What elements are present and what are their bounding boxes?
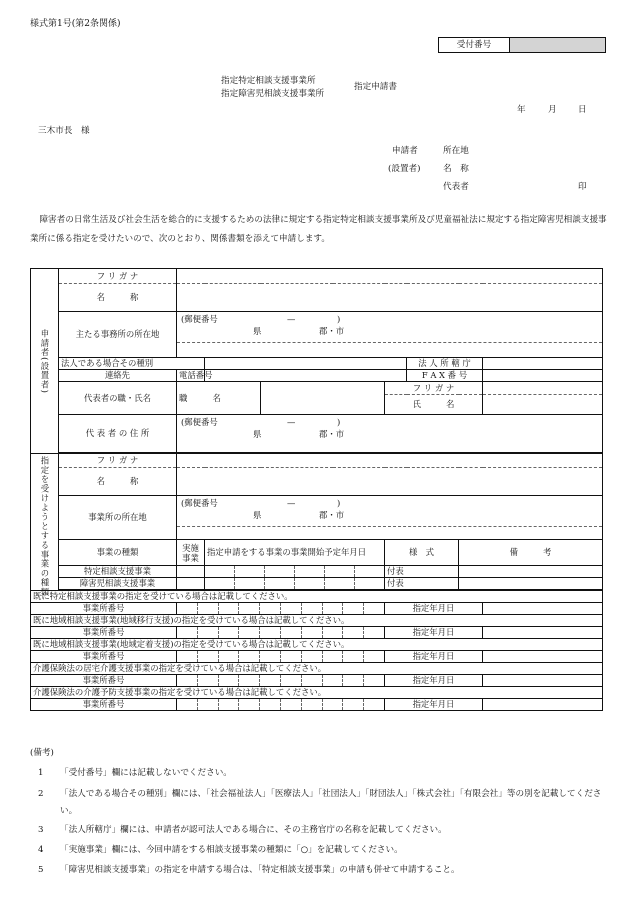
- designation-date-label: 指定年月日: [385, 699, 483, 711]
- office-number-label: 事業所番号: [31, 699, 177, 711]
- corp-type-field[interactable]: [205, 358, 407, 370]
- postal-close: ): [337, 498, 341, 508]
- business-name-field[interactable]: [177, 468, 603, 496]
- applicant-name-field[interactable]: [177, 284, 603, 312]
- postal-label: (郵便番号: [181, 417, 218, 427]
- applicant-label: 申請者: [392, 146, 418, 156]
- intro-paragraph: 障害者の日常生活及び社会生活を総合的に支援するための法律に規定する指定特定相談支援事業所及び児童福祉法に規定する指定障害児相談支援事業所に係る指定を受けたいので、次のとおり、関係書類を添えて申請します。: [30, 215, 607, 244]
- business-furigana-label: フ リ ガ ナ: [59, 454, 177, 468]
- designation-date-label: 指定年月日: [385, 651, 483, 663]
- corp-type-label: 法人である場合その種別: [59, 358, 205, 370]
- office-number-field[interactable]: [177, 675, 385, 687]
- business-type-header: 事業の種類: [59, 540, 177, 566]
- representative-label: 代表者: [443, 182, 469, 192]
- applicant-name-cell-label: 名 称: [59, 284, 177, 312]
- designation-date-field[interactable]: [483, 603, 603, 615]
- child-start-date-field[interactable]: [205, 578, 385, 590]
- rep-furigana-label: フ リ ガ ナ: [385, 382, 483, 395]
- note-item: 2 「法人である場合その種別」欄には、「社会福祉法人」「医療法人」「社団法人」「財団法人」「株式会社」「有限会社」等の別を記載してください。: [38, 789, 602, 816]
- banner-specified: 既に特定相談支援事業の指定を受けている場合は記載してください。: [31, 591, 603, 603]
- county-city-label: 郡・市: [319, 429, 345, 439]
- receipt-number-field[interactable]: [510, 38, 605, 52]
- office-number-field[interactable]: [177, 627, 385, 639]
- rep-name-label: 氏 名: [385, 395, 483, 415]
- contact-label: 連絡先: [59, 370, 177, 382]
- main-office-address-field[interactable]: [177, 312, 603, 358]
- designation-date-field[interactable]: [483, 651, 603, 663]
- designation-date-label: 指定年月日: [385, 627, 483, 639]
- remarks-header: 備 考: [459, 540, 603, 566]
- office-number-field[interactable]: [177, 699, 385, 711]
- designation-date-label: 指定年月日: [385, 675, 483, 687]
- note-item: 4 「実施事業」欄には、今回申請をする相談支援事業の種類に「○」を記載してください。: [38, 845, 403, 855]
- business-section-label: 指定を受けようとする事業の種類: [31, 454, 59, 591]
- title-line-2: 指定障害児相談支援事業所: [221, 89, 325, 99]
- applicant-furigana-label: フ リ ガ ナ: [59, 269, 177, 284]
- receipt-number-box: [438, 37, 606, 53]
- title-suffix: 指定申請書: [354, 82, 397, 92]
- note-item: 5 「障害児相談支援事業」の指定を申請する場合は、「特定相談支援事業」の申請も併せて申請すること。: [38, 865, 460, 875]
- business-name-label: 名 称: [59, 468, 177, 496]
- phone-field[interactable]: [205, 370, 407, 382]
- specified-format: 付表: [385, 566, 459, 578]
- office-number-field[interactable]: [177, 651, 385, 663]
- form-number: 様式第1号(第2条関係): [30, 19, 121, 29]
- fax-label: F A X 番 号: [407, 370, 483, 382]
- rep-name-field[interactable]: [483, 395, 603, 415]
- specified-implement-field[interactable]: [177, 566, 205, 578]
- format-header: 様 式: [385, 540, 459, 566]
- prefecture-label: 県: [253, 510, 262, 520]
- business-furigana-field[interactable]: [177, 454, 603, 468]
- postal-label: (郵便番号: [181, 498, 218, 508]
- start-date-header: 指定申請をする事業の事業開始予定年月日: [205, 540, 385, 566]
- office-number-label: 事業所番号: [31, 651, 177, 663]
- applicant-section-label: 申請者(設置者): [31, 269, 59, 454]
- office-number-label: 事業所番号: [31, 675, 177, 687]
- specified-business-label: 特定相談支援事業: [59, 566, 177, 578]
- phone-label: 電話番号: [177, 370, 205, 382]
- office-number-label: 事業所番号: [31, 627, 177, 639]
- position-label: 職 名: [177, 382, 261, 415]
- position-field[interactable]: [261, 382, 385, 415]
- applicant-furigana-field[interactable]: [177, 269, 603, 284]
- banner-transition: 既に地域相談支援事業(地域移行支援)の指定を受けている場合は記載してください。: [31, 615, 603, 627]
- seal-mark: 印: [578, 182, 587, 192]
- fax-field[interactable]: [483, 370, 603, 382]
- prefecture-label: 県: [253, 326, 262, 336]
- corp-authority-label: 法 人 所 轄 庁: [407, 358, 483, 370]
- office-number-field[interactable]: [177, 603, 385, 615]
- child-remarks-field[interactable]: [459, 578, 603, 590]
- postal-dash: —: [287, 498, 296, 508]
- applicant-location-label: 所在地: [443, 146, 469, 156]
- postal-label: (郵便番号: [181, 314, 218, 324]
- prefecture-label: 県: [253, 429, 262, 439]
- banner-settlement: 既に地域相談支援事業(地域定着支援)の指定を受けている場合は記載してください。: [31, 639, 603, 651]
- designation-date-label: 指定年月日: [385, 603, 483, 615]
- founder-label: (設置者): [388, 164, 421, 174]
- note-item: 3 「法人所轄庁」欄には、申請者が認可法人である場合に、その主務官庁の名称を記載してください。: [38, 825, 447, 835]
- postal-dash: —: [287, 314, 296, 324]
- banner-home-care: 介護保険法の居宅介護支援事業の指定を受けている場合は記載してください。: [31, 663, 603, 675]
- specified-start-date-field[interactable]: [205, 566, 385, 578]
- date-year: 年: [517, 105, 526, 115]
- designation-date-field[interactable]: [483, 627, 603, 639]
- implement-header: 実施事業: [177, 540, 205, 566]
- rep-furigana-field[interactable]: [483, 382, 603, 395]
- main-office-address-label: 主たる事務所の所在地: [59, 312, 177, 358]
- application-form-table: [30, 268, 603, 711]
- office-address-field[interactable]: [177, 496, 603, 540]
- banner-prevention: 介護保険法の介護予防支援事業の指定を受けている場合は記載してください。: [31, 687, 603, 699]
- rep-title-name-label: 代表者の職・氏名: [59, 382, 177, 415]
- postal-close: ): [337, 314, 341, 324]
- date-day: 日: [578, 105, 587, 115]
- receipt-number-label: 受付番号: [439, 38, 510, 52]
- designation-date-field[interactable]: [483, 699, 603, 711]
- rep-address-label: 代 表 者 の 住 所: [59, 415, 177, 453]
- county-city-label: 郡・市: [319, 510, 345, 520]
- child-business-label: 障害児相談支援事業: [59, 578, 177, 590]
- office-number-label: 事業所番号: [31, 603, 177, 615]
- applicant-name-label: 名 称: [443, 164, 469, 174]
- specified-remarks-field[interactable]: [459, 566, 603, 578]
- county-city-label: 郡・市: [319, 326, 345, 336]
- addressee: 三木市長 様: [38, 126, 90, 136]
- postal-close: ): [337, 417, 341, 427]
- office-address-label: 事業所の所在地: [59, 496, 177, 540]
- title-line-1: 指定特定相談支援事業所: [221, 76, 316, 86]
- date-month: 月: [548, 105, 557, 115]
- notes-heading: (備考): [30, 748, 54, 758]
- corp-authority-field[interactable]: [483, 358, 603, 370]
- note-item: 1 「受付番号」欄には記載しないでください。: [38, 768, 232, 778]
- rep-address-field[interactable]: [177, 415, 603, 453]
- postal-dash: —: [287, 417, 296, 427]
- child-implement-field[interactable]: [177, 578, 205, 590]
- designation-date-field[interactable]: [483, 675, 603, 687]
- child-format: 付表: [385, 578, 459, 590]
